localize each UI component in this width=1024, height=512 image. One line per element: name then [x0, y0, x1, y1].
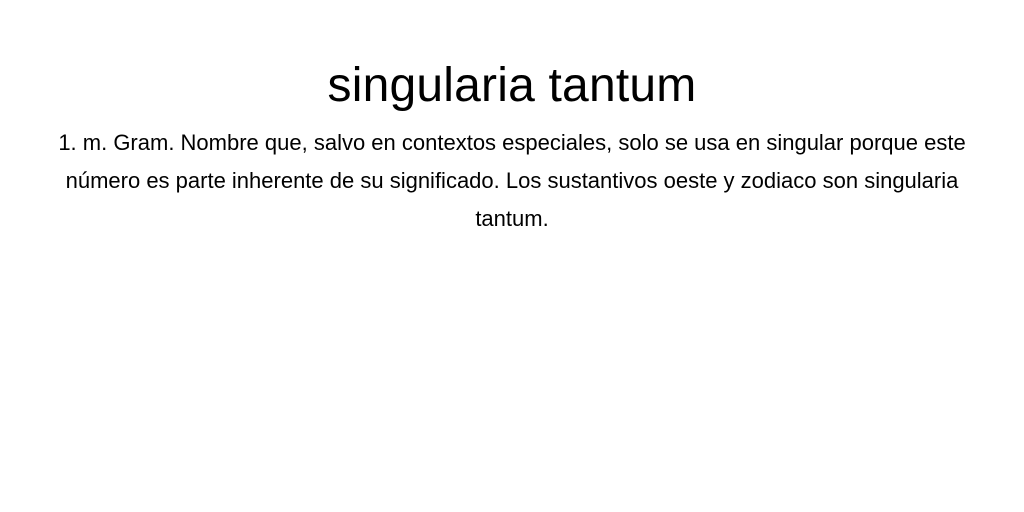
entry-term: singularia tantum: [327, 59, 697, 112]
entry-definition: 1. m. Gram. Nombre que, salvo en contextos especiales, solo se usa en singular porque este número es parte inherente de su significado. Los sustantivos oeste y zodiaco son singularia tantum.: [58, 130, 966, 231]
